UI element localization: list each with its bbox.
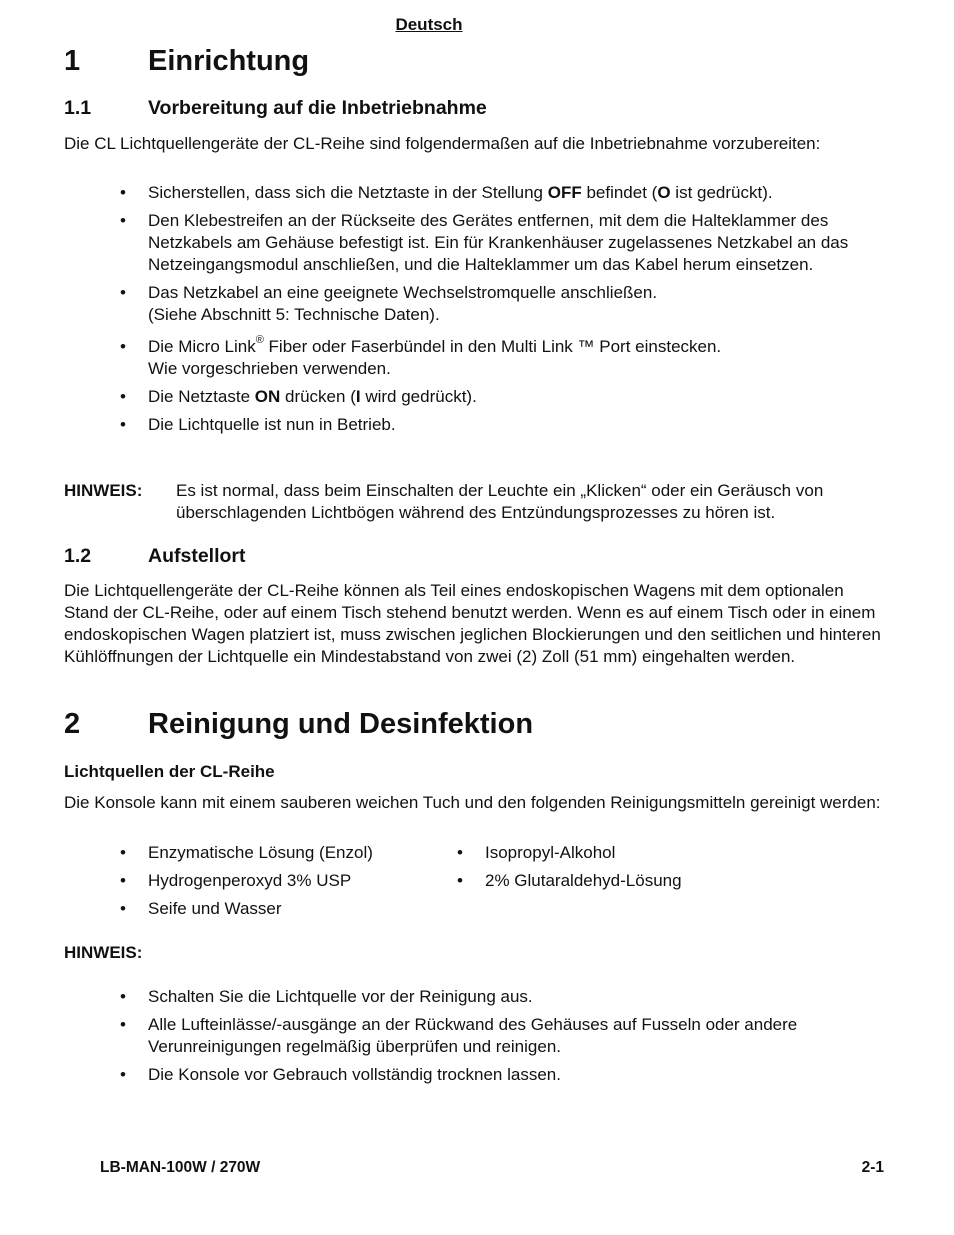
list-item: • Alle Lufteinlässe/-ausgänge an der Rückwand des Gehäuses auf Fusseln oder andere Verunreinigungen regelmäßig überprüfen und reinigen. bbox=[120, 1014, 888, 1058]
subsection-number: 1.1 bbox=[64, 97, 92, 119]
section-title: Reinigung und Desinfektion bbox=[148, 708, 534, 740]
subsection-1-2-heading bbox=[64, 545, 564, 571]
list-item: • Das Netzkabel an eine geeignete Wechselstromquelle anschließen. (Siehe Abschnitt 5: Technische Daten). bbox=[120, 282, 888, 326]
cleaning-intro: Die Konsole kann mit einem sauberen weichen Tuch und den folgenden Reinigungsmitteln gereinigt werden: bbox=[64, 793, 881, 812]
cleaning-agents-left bbox=[120, 842, 458, 926]
subsection-number: 1.2 bbox=[64, 545, 92, 567]
subsection-title: Vorbereitung auf die Inbetriebnahme bbox=[148, 97, 487, 119]
page-number: 2-1 bbox=[861, 1159, 884, 1176]
cleaning-agents-right bbox=[457, 842, 795, 898]
section-number: 1 bbox=[64, 45, 81, 77]
location-paragraph: Die Lichtquellengeräte der CL-Reihe können als Teil eines endoskopischen Wagens mit dem optionalen Stand der CL-Reihe, oder auf einem Tisch stehend benutzt werden. Wenn es auf einem Tisch oder in einem endoskopischen Wagen platziert ist, muss zwischen jeglichen Blockierungen und den seitlichen und hinteren Kühlöffnungen der Lichtquelle ein Mindestabstand von zwei (2) Zoll (51 mm) eingehalten werden. bbox=[64, 581, 881, 666]
list-item: • Isopropyl-Alkohol bbox=[457, 842, 795, 864]
list-item: • Enzymatische Lösung (Enzol) bbox=[120, 842, 458, 864]
section-number: 2 bbox=[64, 708, 81, 740]
subheading: Lichtquellen der CL-Reihe bbox=[64, 762, 275, 781]
list-item: • Hydrogenperoxyd 3% USP bbox=[120, 870, 458, 892]
section-2-heading bbox=[64, 708, 764, 744]
list-item: • Die Konsole vor Gebrauch vollständig trocknen lassen. bbox=[120, 1064, 888, 1086]
list-item: • 2% Glutaraldehyd-Lösung bbox=[457, 870, 795, 892]
subsection-1-1-heading bbox=[64, 97, 764, 123]
note-label: HINWEIS: bbox=[64, 481, 143, 500]
document-id: LB-MAN-100W / 270W bbox=[100, 1159, 261, 1176]
section-1-heading bbox=[64, 45, 664, 81]
list-item: • Die Netztaste ON drücken (I wird gedrückt). bbox=[120, 386, 888, 408]
list-item: • Den Klebestreifen an der Rückseite des Gerätes entfernen, mit dem die Halteklammer des Netzkabels am Gehäuse befestigt ist. Ein für Krankenhäuser zugelassenes Netzkabel an das Netzeingangsmodul anschließen, und die Halteklammer um das Kabel herum einsetzen. bbox=[120, 210, 888, 276]
list-item: • Schalten Sie die Lichtquelle vor der Reinigung aus. bbox=[120, 986, 888, 1008]
subsection-title: Aufstellort bbox=[148, 545, 246, 567]
note-label: HINWEIS: bbox=[64, 943, 143, 962]
setup-steps-list bbox=[120, 182, 888, 442]
list-item: • Sicherstellen, dass sich die Netztaste in der Stellung OFF befindet (O ist gedrückt). bbox=[120, 182, 888, 204]
intro-paragraph: Die CL Lichtquellengeräte der CL-Reihe sind folgendermaßen auf die Inbetriebnahme vorzubereiten: bbox=[64, 134, 821, 153]
cleaning-notes-list bbox=[120, 986, 888, 1092]
list-item: • Die Lichtquelle ist nun in Betrieb. bbox=[120, 414, 888, 436]
language-label: Deutsch bbox=[395, 15, 463, 34]
list-item: • Seife und Wasser bbox=[120, 898, 458, 920]
list-item: • Die Micro Link® Fiber oder Faserbündel in den Multi Link ™ Port einstecken. Wie vorgeschrieben verwenden. bbox=[120, 336, 888, 380]
note-text: Es ist normal, dass beim Einschalten der Leuchte ein „Klicken“ oder ein Geräusch von überschlagenden Lichtbögen während des Entzündungsprozesses zu hören ist. bbox=[176, 481, 824, 522]
section-title: Einrichtung bbox=[148, 45, 310, 77]
